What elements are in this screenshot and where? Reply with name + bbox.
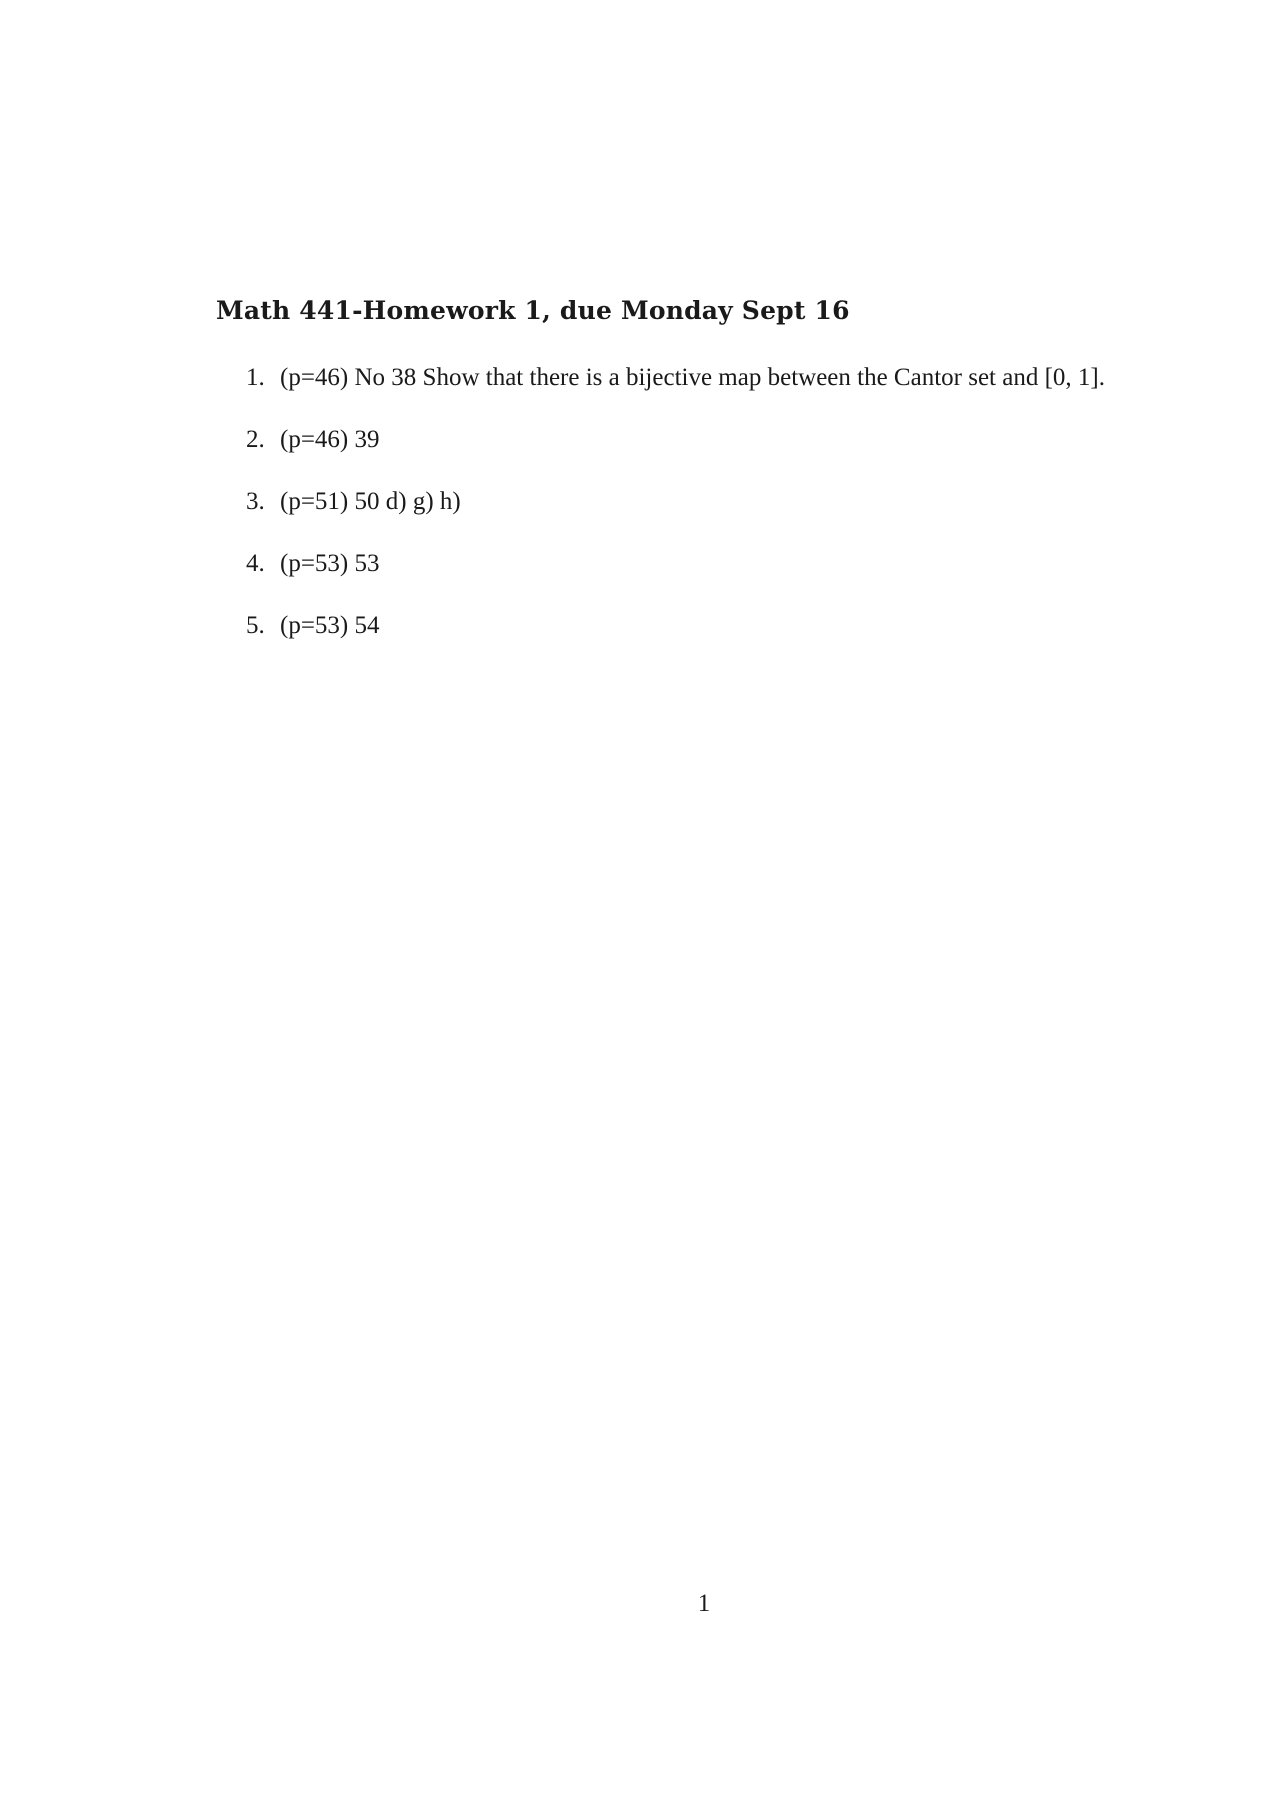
problem-number: 2. <box>246 426 265 453</box>
list-item <box>246 488 1105 550</box>
list-item <box>246 426 1105 488</box>
page-title: Math 441-Homework 1, due Monday Sept 16 <box>216 296 850 325</box>
problem-number: 4. <box>246 550 265 577</box>
problem-text: (p=46) 39 <box>280 426 380 453</box>
problem-text: (p=53) 54 <box>280 612 380 639</box>
page-number: 1 <box>697 1590 711 1617</box>
list-item <box>246 364 1105 426</box>
list-item <box>246 550 1105 612</box>
problem-text: (p=53) 53 <box>280 550 380 577</box>
problem-list <box>246 364 1105 674</box>
list-item <box>246 612 1105 674</box>
problem-text: (p=51) 50 d) g) h) <box>280 488 461 515</box>
problem-text: (p=46) No 38 Show that there is a bijective map between the Cantor set and [0, 1]. <box>280 364 1105 391</box>
problem-number: 1. <box>246 364 265 391</box>
problem-number: 3. <box>246 488 265 515</box>
problem-number: 5. <box>246 612 265 639</box>
